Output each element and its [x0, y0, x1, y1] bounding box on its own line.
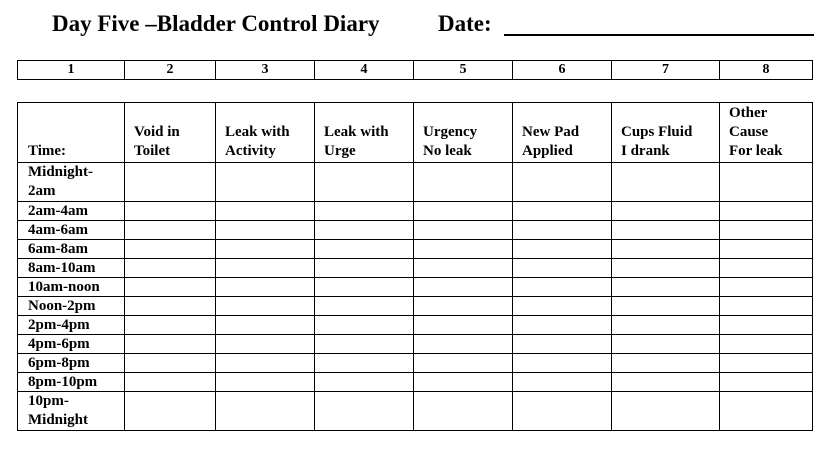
column-header [125, 103, 216, 163]
entry-cell[interactable] [125, 240, 216, 259]
diary-table [17, 102, 813, 431]
table-row [18, 373, 813, 392]
time-slot-line: 4am-6am [28, 222, 88, 238]
entry-cell[interactable] [216, 163, 315, 202]
column-header-line: Time: [28, 143, 67, 159]
entry-cell[interactable] [513, 316, 612, 335]
column-header-line: Leak with [225, 124, 290, 140]
entry-cell[interactable] [216, 202, 315, 221]
table-row [18, 259, 813, 278]
entry-cell[interactable] [414, 163, 513, 202]
entry-cell[interactable] [513, 221, 612, 240]
column-header-line [28, 104, 124, 123]
column-number: 5 [414, 61, 513, 80]
column-header-line: Activity [225, 143, 276, 159]
column-header-line: Urgency [423, 124, 478, 140]
entry-cell[interactable] [612, 354, 720, 373]
column-number: 3 [216, 61, 315, 80]
column-header [612, 103, 720, 163]
column-number: 4 [315, 61, 414, 80]
column-header-line: For leak [729, 143, 783, 159]
time-slot-line: 2am [28, 183, 56, 199]
entry-cell[interactable] [720, 278, 813, 297]
entry-cell[interactable] [125, 163, 216, 202]
table-row [18, 202, 813, 221]
entry-cell[interactable] [414, 373, 513, 392]
entry-cell[interactable] [720, 240, 813, 259]
time-slot-label [18, 278, 125, 297]
time-slot-label [18, 373, 125, 392]
column-header-line [134, 104, 215, 123]
entry-cell[interactable] [720, 297, 813, 316]
entry-cell[interactable] [125, 392, 216, 431]
entry-cell[interactable] [125, 278, 216, 297]
entry-cell[interactable] [612, 392, 720, 431]
entry-cell[interactable] [414, 335, 513, 354]
date-label: Date: [438, 11, 492, 36]
entry-cell[interactable] [720, 335, 813, 354]
time-slot-line: Midnight- [28, 164, 94, 180]
date-field-line[interactable] [504, 34, 814, 36]
column-header-line [324, 104, 413, 123]
entry-cell[interactable] [414, 278, 513, 297]
entry-cell[interactable] [125, 221, 216, 240]
table-row [18, 354, 813, 373]
time-slot-line: 8am-10am [28, 260, 96, 276]
time-slot-label [18, 316, 125, 335]
entry-cell[interactable] [125, 202, 216, 221]
time-slot-label [18, 259, 125, 278]
time-slot-line: 4pm-6pm [28, 336, 90, 352]
column-header-line [28, 123, 124, 142]
column-header [720, 103, 813, 163]
entry-cell[interactable] [315, 335, 414, 354]
entry-cell[interactable] [612, 278, 720, 297]
column-number: 7 [612, 61, 720, 80]
entry-cell[interactable] [216, 373, 315, 392]
column-header-line: Cause [729, 124, 769, 140]
column-number: 8 [720, 61, 813, 80]
column-header-line [522, 104, 611, 123]
entry-cell[interactable] [612, 240, 720, 259]
column-header-line: No leak [423, 143, 472, 159]
table-row [18, 392, 813, 431]
entry-cell[interactable] [720, 392, 813, 431]
time-slot-line: 2am-4am [28, 203, 88, 219]
column-header [513, 103, 612, 163]
entry-cell[interactable] [315, 221, 414, 240]
entry-cell[interactable] [315, 202, 414, 221]
time-slot-line: 2pm-4pm [28, 317, 90, 333]
entry-cell[interactable] [414, 354, 513, 373]
entry-cell[interactable] [315, 163, 414, 202]
entry-cell[interactable] [216, 278, 315, 297]
entry-cell[interactable] [612, 373, 720, 392]
entry-cell[interactable] [125, 335, 216, 354]
time-slot-line: 6pm-8pm [28, 355, 90, 371]
entry-cell[interactable] [513, 202, 612, 221]
time-slot-line: Noon-2pm [28, 298, 96, 314]
time-slot-label [18, 240, 125, 259]
entry-cell[interactable] [216, 354, 315, 373]
entry-cell[interactable] [612, 335, 720, 354]
entry-cell[interactable] [125, 354, 216, 373]
entry-cell[interactable] [315, 259, 414, 278]
column-header-line: Other [729, 105, 768, 121]
entry-cell[interactable] [612, 221, 720, 240]
entry-cell[interactable] [720, 373, 813, 392]
entry-cell[interactable] [216, 221, 315, 240]
entry-cell[interactable] [720, 316, 813, 335]
time-slot-line: Midnight [28, 412, 89, 428]
entry-cell[interactable] [216, 316, 315, 335]
entry-cell[interactable] [612, 297, 720, 316]
column-header-line: Applied [522, 143, 573, 159]
table-row [18, 278, 813, 297]
time-slot-label [18, 163, 125, 202]
entry-cell[interactable] [720, 163, 813, 202]
column-header-line: Leak with [324, 124, 389, 140]
entry-cell[interactable] [315, 297, 414, 316]
entry-cell[interactable] [216, 335, 315, 354]
column-header-line [621, 104, 719, 123]
entry-cell[interactable] [125, 316, 216, 335]
entry-cell[interactable] [315, 354, 414, 373]
entry-cell[interactable] [315, 373, 414, 392]
column-header-line: Toilet [134, 143, 171, 159]
entry-cell[interactable] [216, 297, 315, 316]
table-row [18, 335, 813, 354]
time-slot-label [18, 335, 125, 354]
entry-cell[interactable] [414, 316, 513, 335]
column-number: 2 [125, 61, 216, 80]
table-row [18, 221, 813, 240]
time-slot-line: 6am-8am [28, 241, 88, 257]
column-header [315, 103, 414, 163]
entry-cell[interactable] [513, 278, 612, 297]
entry-cell[interactable] [513, 392, 612, 431]
entry-cell[interactable] [612, 202, 720, 221]
entry-cell[interactable] [720, 221, 813, 240]
column-header-line: Cups Fluid [621, 124, 693, 140]
table-row [18, 240, 813, 259]
column-number-table [17, 60, 813, 80]
table-row [18, 163, 813, 202]
column-header [216, 103, 315, 163]
entry-cell[interactable] [513, 354, 612, 373]
entry-cell[interactable] [315, 316, 414, 335]
column-number: 1 [18, 61, 125, 80]
title-row [52, 11, 822, 41]
time-slot-label [18, 354, 125, 373]
entry-cell[interactable] [315, 392, 414, 431]
entry-cell[interactable] [513, 259, 612, 278]
entry-cell[interactable] [216, 240, 315, 259]
time-slot-label [18, 202, 125, 221]
column-header-line: New Pad [522, 124, 580, 140]
entry-cell[interactable] [125, 297, 216, 316]
page-title: Day Five –Bladder Control Diary [52, 11, 380, 36]
entry-cell[interactable] [612, 259, 720, 278]
table-row [18, 316, 813, 335]
entry-cell[interactable] [720, 354, 813, 373]
entry-cell[interactable] [216, 392, 315, 431]
entry-cell[interactable] [513, 240, 612, 259]
entry-cell[interactable] [315, 240, 414, 259]
time-slot-line: 10pm- [28, 393, 69, 409]
entry-cell[interactable] [125, 373, 216, 392]
time-slot-label [18, 297, 125, 316]
entry-cell[interactable] [414, 202, 513, 221]
column-header-line [423, 104, 512, 123]
entry-cell[interactable] [414, 259, 513, 278]
entry-cell[interactable] [513, 163, 612, 202]
entry-cell[interactable] [414, 392, 513, 431]
column-header-line: Urge [324, 143, 356, 159]
time-slot-line: 10am-noon [28, 279, 100, 295]
entry-cell[interactable] [513, 373, 612, 392]
column-header-line [225, 104, 314, 123]
entry-cell[interactable] [125, 259, 216, 278]
entry-cell[interactable] [612, 316, 720, 335]
time-slot-label [18, 221, 125, 240]
column-header [18, 103, 125, 163]
time-slot-line: 8pm-10pm [28, 374, 98, 390]
entry-cell[interactable] [720, 259, 813, 278]
entry-cell[interactable] [513, 297, 612, 316]
entry-cell[interactable] [414, 221, 513, 240]
entry-cell[interactable] [612, 163, 720, 202]
time-slot-label [18, 392, 125, 431]
entry-cell[interactable] [414, 297, 513, 316]
column-header-line: Void in [134, 124, 180, 140]
entry-cell[interactable] [315, 278, 414, 297]
column-header [414, 103, 513, 163]
table-row [18, 297, 813, 316]
entry-cell[interactable] [216, 259, 315, 278]
entry-cell[interactable] [720, 202, 813, 221]
column-header-line: I drank [621, 143, 670, 159]
entry-cell[interactable] [414, 240, 513, 259]
entry-cell[interactable] [513, 335, 612, 354]
column-number: 6 [513, 61, 612, 80]
